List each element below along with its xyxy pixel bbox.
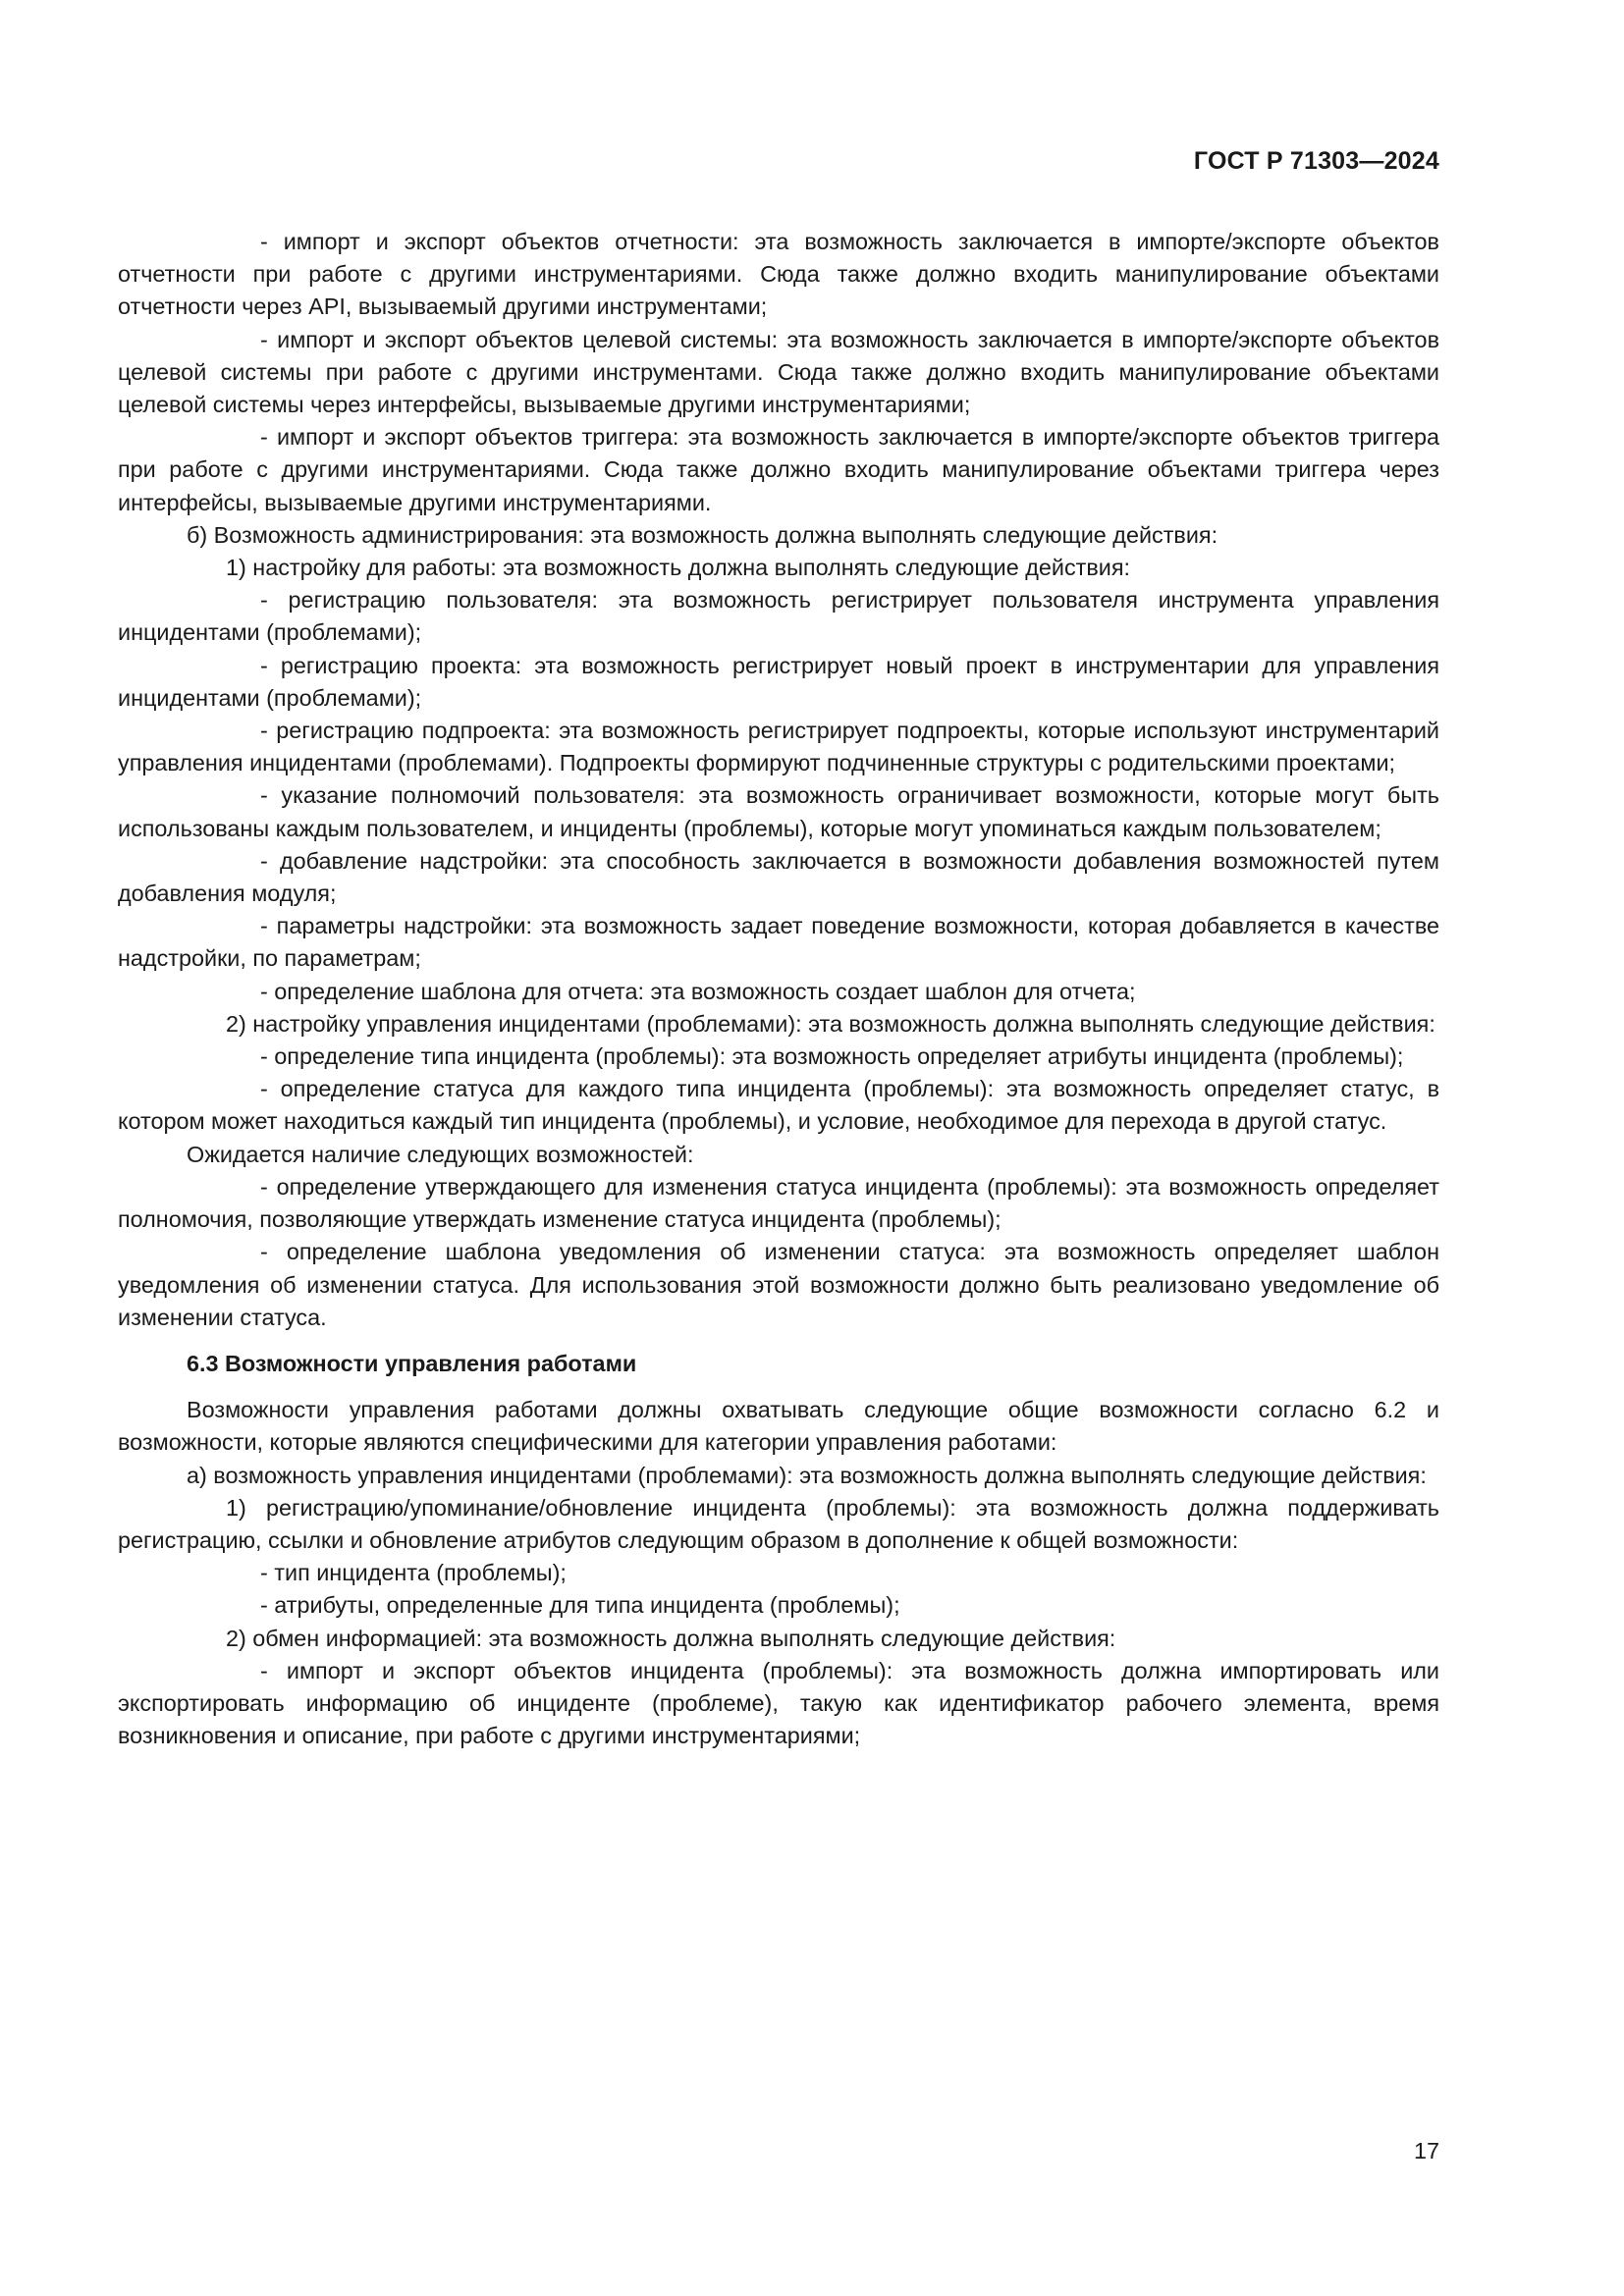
page-body: [118, 226, 1439, 1752]
paragraph: - импорт и экспорт объектов отчетности: эта возможность заключается в импорте/экспорте объектов отчетности при работе с другими инструментариями. Сюда также должно входить манипулирование объектами отчетности через API, вызываемый другими инструментами;: [118, 229, 1439, 320]
paragraph: 1) настройку для работы: эта возможность должна выполнять следующие действия:: [226, 555, 1131, 581]
page-number: 17: [1413, 2138, 1439, 2163]
paragraph: 2) обмен информацией: эта возможность должна выполнять следующие действия:: [226, 1625, 1116, 1651]
paragraph: Возможности управления работами должны охватывать следующие общие возможности согласно 6.2 и возможности, которые являются специфическими для категории управления работами:: [118, 1397, 1439, 1456]
paragraph: - импорт и экспорт объектов триггера: эта возможность заключается в импорте/экспорте объектов триггера при работе с другими инструментариями. Сюда также должно входить манипулирование объектами триггера через интерфейсы, вызываемые другими инструментариями.: [118, 424, 1439, 515]
paragraph: - определение статуса для каждого типа инцидента (проблемы): эта возможность определяет статус, в котором может находиться каждый тип инцидента (проблемы), и условие, необходимое для перехода в другой статус.: [118, 1076, 1439, 1135]
paragraph: - добавление надстройки: эта способность заключается в возможности добавления возможностей путем добавления модуля;: [118, 847, 1439, 907]
paragraph: - определение типа инцидента (проблемы): эта возможность определяет атрибуты инцидента (проблемы);: [260, 1043, 1404, 1070]
paragraph: - импорт и экспорт объектов целевой системы: эта возможность заключается в импорте/экспорте объектов целевой системы при работе с другими инструментами. Сюда также должно входить манипулирование объектами целевой системы через интерфейсы, вызываемые другими инструментариями;: [118, 326, 1439, 418]
paragraph: - регистрацию пользователя: эта возможность регистрирует пользователя инструмента управления инцидентами (проблемами);: [118, 587, 1439, 646]
paragraph: - тип инцидента (проблемы);: [260, 1560, 567, 1586]
paragraph: - определение утверждающего для изменения статуса инцидента (проблемы): эта возможность определяет полномочия, позволяющие утверждать изменение статуса инцидента (проблемы);: [118, 1173, 1439, 1233]
paragraph: - параметры надстройки: эта возможность задает поведение возможности, которая добавляется в качестве надстройки, по параметрам;: [118, 913, 1439, 972]
paragraph: - атрибуты, определенные для типа инцидента (проблемы);: [260, 1592, 900, 1619]
paragraph: - регистрацию проекта: эта возможность регистрирует новый проект в инструментарии для управления инцидентами (проблемами);: [118, 652, 1439, 711]
section-heading: 6.3 Возможности управления работами: [187, 1350, 637, 1376]
paragraph: б) Возможность администрирования: эта возможность должна выполнять следующие действия:: [187, 521, 1218, 548]
paragraph: Ожидается наличие следующих возможностей:: [187, 1141, 694, 1167]
paragraph: а) возможность управления инцидентами (проблемами): эта возможность должна выполнять следующие действия:: [187, 1462, 1427, 1488]
paragraph: 2) настройку управления инцидентами (проблемами): эта возможность должна выполнять следующие действия:: [226, 1010, 1435, 1037]
paragraph: - импорт и экспорт объектов инцидента (проблемы): эта возможность должна импортировать или экспортировать информацию об инциденте (проблеме), такую как идентификатор рабочего элемента, время возникновения и описание, при работе с другими инструментариями;: [118, 1657, 1439, 1749]
paragraph: - регистрацию подпроекта: эта возможность регистрирует подпроекты, которые используют инструментарий управления инцидентами (проблемами). Подпроекты формируют подчиненные структуры с родительскими проектами;: [118, 718, 1439, 776]
paragraph: - указание полномочий пользователя: эта возможность ограничивает возможности, которые могут быть использованы каждым пользователем, и инциденты (проблемы), которые могут упоминаться каждым пользователем;: [118, 782, 1439, 841]
document-code: ГОСТ Р 71303—2024: [1193, 147, 1439, 175]
paragraph: 1) регистрацию/упоминание/обновление инцидента (проблемы): эта возможность должна поддерживать регистрацию, ссылки и обновление атрибутов следующим образом в дополнение к общей возможности:: [118, 1494, 1439, 1553]
paragraph: - определение шаблона для отчета: эта возможность создает шаблон для отчета;: [260, 978, 1136, 1004]
paragraph: - определение шаблона уведомления об изменении статуса: эта возможность определяет шаблон уведомления об изменении статуса. Для использования этой возможности должно быть реализовано уведомление об изменении статуса.: [118, 1239, 1439, 1330]
